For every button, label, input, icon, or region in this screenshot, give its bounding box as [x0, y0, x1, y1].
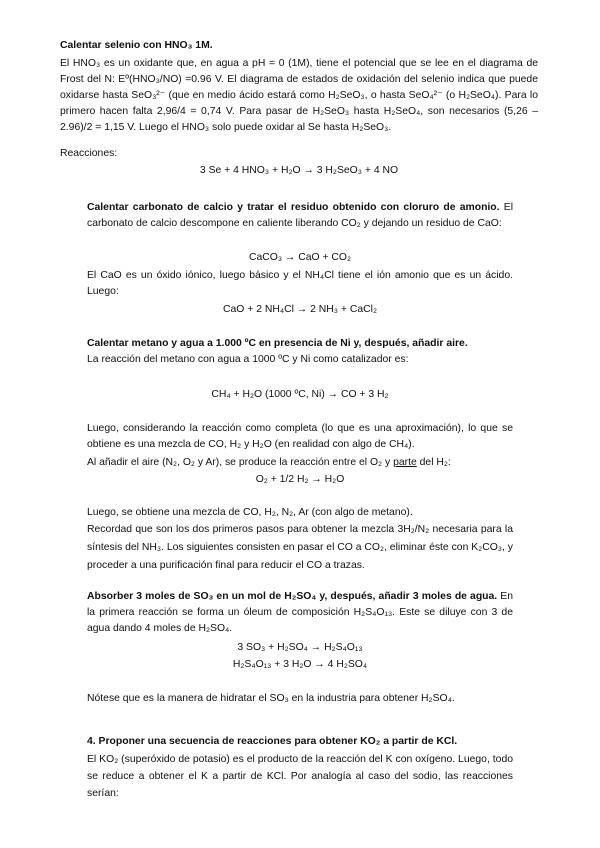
equation-so3-2: H₂S₄O₁₃ + 3 H₂O → 4 H₂SO₄	[232, 659, 368, 670]
paragraph-ko2: El KO₂ (superóxido de potasio) es el producto de la reacción del K con oxígeno. Luego, todo se reduce a obtener el K a partir de KCl. Por analogía al caso del sodio, las reacciones serían:	[87, 754, 513, 799]
underlined-parte: parte	[393, 457, 417, 468]
equation-carbonato-1: CaCO₃ → CaO + CO₂	[248, 252, 352, 263]
section-title-so3: Absorber 3 moles de SO₃ en un mol de H₂SO₄ y, después, añadir 3 moles de agua.	[87, 591, 498, 602]
equation-metano-1: CH₄ + H₂O (1000 ºC, Ni) → CO + 3 H₂	[211, 389, 389, 400]
equation-metano-2: O₂ + 1/2 H₂ → H₂O	[255, 474, 345, 485]
section-title-metano: Calentar metano y agua a 1.000 ºC en presencia de Ni y, después, añadir aire.	[87, 338, 468, 349]
paragraph-metano-4: Luego, se obtiene una mezcla de CO, H₂, N₂, Ar (con algo de metano).	[87, 507, 413, 518]
section-title-selenio: Calentar selenio con HNO₃ 1M.	[60, 40, 213, 51]
paragraph-carbonato-1: El carbonato de calcio descompone en caliente liberando CO₂ y dejando un residuo de CaO:	[87, 202, 514, 229]
reacciones-label: Reacciones:	[60, 148, 118, 159]
paragraph-selenio: El HNO₃ es un oxidante que, en agua a pH = 0 (1M), tiene el potencial que se lee en el diagrama de Frost del N: Eº(HNO₃/NO) =0.96 V. El diagrama de estados de oxidación del selenio indica que puede oxidarse hasta SeO₃²⁻ (que en medio ácido estará como H₂SeO₃, o hasta SeO₄²⁻ (o H₂SeO₄). Para lo primero hacen falta 2,96/4 = 0,74 V. Para pasar de H₂SeO₃ hasta H₂SeO₄, son necesarios (5,26 – 2.96)/2 = 1,15 V. Luego el HNO₃ solo puede oxidar al Se hasta H₂SeO₃.	[60, 58, 538, 133]
paragraph-metano-1: La reacción del metano con agua a 1000 ºC y Ni como catalizador es:	[87, 354, 409, 365]
equation-selenio: 3 Se + 4 HNO₃ + H₂O → 3 H₂SeO₃ + 4 NO	[199, 165, 399, 176]
equation-carbonato-2: CaO + 2 NH₄Cl → 2 NH₃ + CaCl₂	[223, 304, 377, 315]
paragraph-metano-3b: del H₂:	[416, 457, 451, 468]
paragraph-so3-1: En la primera reacción se forma un óleum de composición H₂S₄O₁₃. Este se diluye con 3 de agua dando 4 moles de H₂SO₄.	[87, 591, 514, 634]
paragraph-metano-5: Recordad que son los dos primeros pasos para obtener la mezcla 3H₂/N₂ necesaria para la síntesis del NH₃. Los siguientes consisten en pasar el CO a CO₂, eliminar éste con K₂CO₃, y proceder a una purificación final para reducir el CO a trazas.	[87, 524, 513, 571]
paragraph-metano-3a: Al añadir el aire (N₂, O₂ y Ar), se produce la reacción entre el O₂ y	[87, 457, 394, 468]
section-title-ko2: 4. Proponer una secuencia de reacciones para obtener KO₂ a partir de KCl.	[87, 736, 458, 747]
paragraph-metano-3	[87, 455, 513, 471]
paragraph-metano-2: Luego, considerando la reacción como completa (lo que es una aproximación), lo que se obtiene es una mezcla de CO, H₂ y H₂O (en realidad con algo de CH₄).	[87, 423, 513, 450]
section-title-carbonato: Calentar carbonato de calcio y tratar el residuo obtenido con cloruro de amonio.	[87, 202, 500, 213]
section-so3	[87, 589, 513, 637]
section-carbonato	[87, 200, 513, 232]
paragraph-so3-2: Nótese que es la manera de hidratar el SO₃ en la industria para obtener H₂SO₄.	[87, 693, 455, 704]
paragraph-carbonato-2: El CaO es un óxido iónico, luego básico y el NH₄Cl tiene el ión amonio que es un ácido. Luego:	[87, 270, 513, 297]
equation-so3-1: 3 SO₃ + H₂SO₄ → H₂S₄O₁₃	[237, 642, 363, 653]
